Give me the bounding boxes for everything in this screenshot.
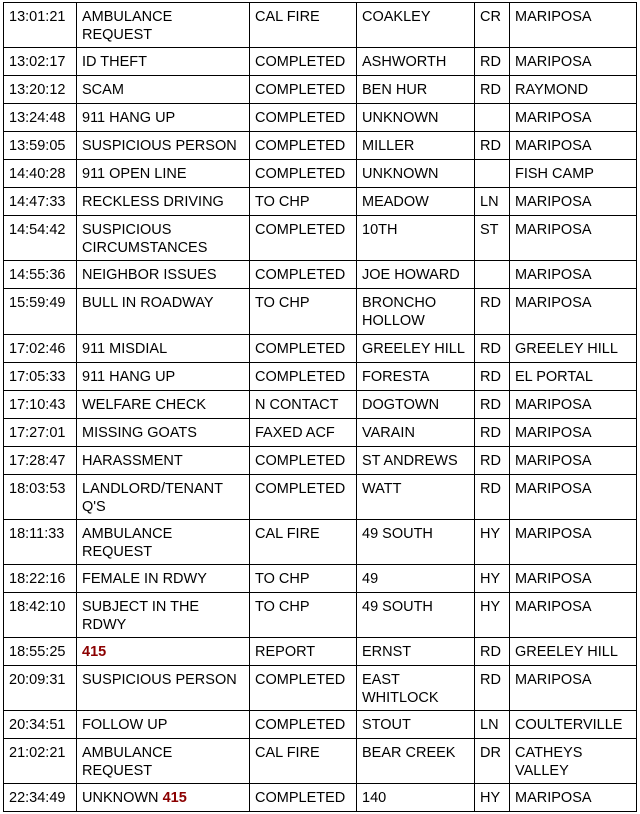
call-type-cell xyxy=(77,784,250,812)
disposition-cell: COMPLETED xyxy=(250,666,357,711)
city-cell: GREELEY HILL xyxy=(510,638,637,666)
call-type-text: AMBULANCE REQUEST xyxy=(82,526,173,560)
call-type-cell xyxy=(77,638,250,666)
call-type-text: MISSING GOATS xyxy=(82,425,197,441)
city-cell: MARIPOSA xyxy=(510,261,637,289)
call-type-cell xyxy=(77,475,250,520)
call-type-cell xyxy=(77,711,250,739)
street-suffix-cell: HY xyxy=(475,593,510,638)
call-type-cell xyxy=(77,289,250,335)
call-type-cell xyxy=(77,104,250,132)
street-suffix-cell xyxy=(475,160,510,188)
table-row xyxy=(4,475,637,520)
call-type-cell xyxy=(77,419,250,447)
call-type-text: HARASSMENT xyxy=(82,453,183,469)
table-row xyxy=(4,104,637,132)
disposition-cell: COMPLETED xyxy=(250,104,357,132)
table-row xyxy=(4,48,637,76)
street-cell: UNKNOWN xyxy=(357,160,475,188)
street-cell: UNKNOWN xyxy=(357,104,475,132)
street-cell: JOE HOWARD xyxy=(357,261,475,289)
time-cell: 14:47:33 xyxy=(4,188,77,216)
disposition-cell: COMPLETED xyxy=(250,48,357,76)
time-cell: 18:42:10 xyxy=(4,593,77,638)
city-cell: MARIPOSA xyxy=(510,593,637,638)
disposition-cell: CAL FIRE xyxy=(250,520,357,565)
street-cell: 140 xyxy=(357,784,475,812)
time-cell: 17:10:43 xyxy=(4,391,77,419)
table-row xyxy=(4,391,637,419)
city-cell: MARIPOSA xyxy=(510,475,637,520)
call-type-cell xyxy=(77,76,250,104)
call-type-cell xyxy=(77,520,250,565)
street-suffix-cell: HY xyxy=(475,520,510,565)
street-suffix-cell: RD xyxy=(475,363,510,391)
street-cell: MILLER xyxy=(357,132,475,160)
table-row xyxy=(4,3,637,48)
street-cell: DOGTOWN xyxy=(357,391,475,419)
call-type-text: LANDLORD/TENANT Q'S xyxy=(82,481,223,515)
table-row xyxy=(4,784,637,812)
call-type-text: 911 MISDIAL xyxy=(82,341,168,357)
time-cell: 13:20:12 xyxy=(4,76,77,104)
time-cell: 17:27:01 xyxy=(4,419,77,447)
time-cell: 17:05:33 xyxy=(4,363,77,391)
time-cell: 18:22:16 xyxy=(4,565,77,593)
city-cell: GREELEY HILL xyxy=(510,335,637,363)
city-cell: MARIPOSA xyxy=(510,520,637,565)
call-log-table xyxy=(3,2,637,812)
street-cell: MEADOW xyxy=(357,188,475,216)
time-cell: 18:11:33 xyxy=(4,520,77,565)
time-cell: 20:34:51 xyxy=(4,711,77,739)
call-type-cell xyxy=(77,739,250,784)
street-suffix-cell: HY xyxy=(475,784,510,812)
city-cell: MARIPOSA xyxy=(510,104,637,132)
call-type-text: BULL IN ROADWAY xyxy=(82,295,214,311)
call-type-text: 911 OPEN LINE xyxy=(82,166,187,182)
street-suffix-cell: RD xyxy=(475,289,510,335)
call-type-text: AMBULANCE REQUEST xyxy=(82,745,173,779)
street-suffix-cell: HY xyxy=(475,565,510,593)
street-suffix-cell: RD xyxy=(475,335,510,363)
disposition-cell: COMPLETED xyxy=(250,216,357,261)
street-cell: EAST WHITLOCK xyxy=(357,666,475,711)
disposition-cell: COMPLETED xyxy=(250,335,357,363)
city-cell: MARIPOSA xyxy=(510,216,637,261)
table-row xyxy=(4,711,637,739)
disposition-cell: N CONTACT xyxy=(250,391,357,419)
street-suffix-cell: ST xyxy=(475,216,510,261)
city-cell: MARIPOSA xyxy=(510,666,637,711)
street-cell: COAKLEY xyxy=(357,3,475,48)
city-cell: MARIPOSA xyxy=(510,3,637,48)
disposition-cell: COMPLETED xyxy=(250,76,357,104)
call-type-text: WELFARE CHECK xyxy=(82,397,207,413)
table-row xyxy=(4,565,637,593)
call-type-text: 911 HANG UP xyxy=(82,369,176,385)
time-cell: 18:55:25 xyxy=(4,638,77,666)
call-type-text: RECKLESS DRIVING xyxy=(82,194,224,210)
city-cell: CATHEYS VALLEY xyxy=(510,739,637,784)
city-cell: EL PORTAL xyxy=(510,363,637,391)
street-suffix-cell: RD xyxy=(475,666,510,711)
table-row xyxy=(4,447,637,475)
time-cell: 14:55:36 xyxy=(4,261,77,289)
street-cell: 10TH xyxy=(357,216,475,261)
street-cell: BEAR CREEK xyxy=(357,739,475,784)
disposition-cell: COMPLETED xyxy=(250,784,357,812)
table-row xyxy=(4,363,637,391)
time-cell: 14:54:42 xyxy=(4,216,77,261)
city-cell: MARIPOSA xyxy=(510,289,637,335)
city-cell: MARIPOSA xyxy=(510,132,637,160)
table-row xyxy=(4,739,637,784)
call-type-text: 911 HANG UP xyxy=(82,110,176,126)
table-row xyxy=(4,638,637,666)
call-type-text: ID THEFT xyxy=(82,54,147,70)
call-type-text: AMBULANCE REQUEST xyxy=(82,9,173,43)
penal-code-415: 415 xyxy=(162,790,187,806)
city-cell: MARIPOSA xyxy=(510,565,637,593)
table-row xyxy=(4,419,637,447)
time-cell: 13:02:17 xyxy=(4,48,77,76)
city-cell: MARIPOSA xyxy=(510,784,637,812)
street-suffix-cell: LN xyxy=(475,188,510,216)
city-cell: COULTERVILLE xyxy=(510,711,637,739)
street-cell: ASHWORTH xyxy=(357,48,475,76)
disposition-cell: FAXED ACF xyxy=(250,419,357,447)
call-type-cell xyxy=(77,666,250,711)
call-type-text: FOLLOW UP xyxy=(82,717,168,733)
disposition-cell: COMPLETED xyxy=(250,711,357,739)
disposition-cell: COMPLETED xyxy=(250,160,357,188)
street-suffix-cell: RD xyxy=(475,475,510,520)
table-row xyxy=(4,160,637,188)
time-cell: 14:40:28 xyxy=(4,160,77,188)
street-suffix-cell: CR xyxy=(475,3,510,48)
call-type-cell xyxy=(77,363,250,391)
city-cell: MARIPOSA xyxy=(510,419,637,447)
table-row xyxy=(4,520,637,565)
street-cell: BEN HUR xyxy=(357,76,475,104)
street-suffix-cell: LN xyxy=(475,711,510,739)
city-cell: RAYMOND xyxy=(510,76,637,104)
disposition-cell: COMPLETED xyxy=(250,475,357,520)
call-type-text: SUSPICIOUS CIRCUMSTANCES xyxy=(82,222,208,256)
call-type-cell xyxy=(77,391,250,419)
call-type-text: SUSPICIOUS PERSON xyxy=(82,672,237,688)
street-suffix-cell: RD xyxy=(475,391,510,419)
street-cell: STOUT xyxy=(357,711,475,739)
table-row xyxy=(4,76,637,104)
city-cell: MARIPOSA xyxy=(510,188,637,216)
time-cell: 13:01:21 xyxy=(4,3,77,48)
call-type-text: NEIGHBOR ISSUES xyxy=(82,267,217,283)
table-row xyxy=(4,335,637,363)
table-row xyxy=(4,132,637,160)
time-cell: 20:09:31 xyxy=(4,666,77,711)
street-cell: 49 SOUTH xyxy=(357,520,475,565)
city-cell: MARIPOSA xyxy=(510,48,637,76)
street-cell: GREELEY HILL xyxy=(357,335,475,363)
time-cell: 13:24:48 xyxy=(4,104,77,132)
city-cell: MARIPOSA xyxy=(510,391,637,419)
street-cell: 49 SOUTH xyxy=(357,593,475,638)
disposition-cell: COMPLETED xyxy=(250,132,357,160)
time-cell: 17:02:46 xyxy=(4,335,77,363)
street-suffix-cell: RD xyxy=(475,638,510,666)
call-type-cell xyxy=(77,335,250,363)
disposition-cell: COMPLETED xyxy=(250,261,357,289)
street-suffix-cell: RD xyxy=(475,76,510,104)
city-cell: FISH CAMP xyxy=(510,160,637,188)
call-type-text: SUSPICIOUS PERSON xyxy=(82,138,237,154)
call-log-body xyxy=(4,3,637,812)
street-suffix-cell: RD xyxy=(475,132,510,160)
time-cell: 13:59:05 xyxy=(4,132,77,160)
street-suffix-cell: RD xyxy=(475,419,510,447)
call-type-text: UNKNOWN xyxy=(82,790,163,806)
call-type-cell xyxy=(77,188,250,216)
disposition-cell: TO CHP xyxy=(250,593,357,638)
street-suffix-cell xyxy=(475,104,510,132)
street-cell: FORESTA xyxy=(357,363,475,391)
disposition-cell: CAL FIRE xyxy=(250,3,357,48)
table-row xyxy=(4,261,637,289)
disposition-cell: CAL FIRE xyxy=(250,739,357,784)
call-type-text: SCAM xyxy=(82,82,124,98)
street-cell: WATT xyxy=(357,475,475,520)
table-row xyxy=(4,593,637,638)
call-type-cell xyxy=(77,132,250,160)
call-type-text: FEMALE IN RDWY xyxy=(82,571,207,587)
time-cell: 21:02:21 xyxy=(4,739,77,784)
disposition-cell: REPORT xyxy=(250,638,357,666)
disposition-cell: COMPLETED xyxy=(250,447,357,475)
street-cell: BRONCHO HOLLOW xyxy=(357,289,475,335)
table-row xyxy=(4,188,637,216)
call-type-text: SUBJECT IN THE RDWY xyxy=(82,599,200,633)
disposition-cell: TO CHP xyxy=(250,188,357,216)
call-type-cell xyxy=(77,216,250,261)
street-suffix-cell: DR xyxy=(475,739,510,784)
call-type-cell xyxy=(77,160,250,188)
time-cell: 17:28:47 xyxy=(4,447,77,475)
street-suffix-cell: RD xyxy=(475,48,510,76)
call-type-cell xyxy=(77,261,250,289)
time-cell: 22:34:49 xyxy=(4,784,77,812)
street-suffix-cell: RD xyxy=(475,447,510,475)
table-row xyxy=(4,289,637,335)
time-cell: 15:59:49 xyxy=(4,289,77,335)
street-cell: VARAIN xyxy=(357,419,475,447)
disposition-cell: TO CHP xyxy=(250,289,357,335)
disposition-cell: COMPLETED xyxy=(250,363,357,391)
street-suffix-cell xyxy=(475,261,510,289)
street-cell: ST ANDREWS xyxy=(357,447,475,475)
city-cell: MARIPOSA xyxy=(510,447,637,475)
disposition-cell: TO CHP xyxy=(250,565,357,593)
call-type-cell xyxy=(77,3,250,48)
penal-code-415: 415 xyxy=(82,644,107,660)
table-row xyxy=(4,216,637,261)
call-type-cell xyxy=(77,447,250,475)
street-cell: ERNST xyxy=(357,638,475,666)
call-type-cell xyxy=(77,48,250,76)
call-type-cell xyxy=(77,593,250,638)
table-row xyxy=(4,666,637,711)
street-cell: 49 xyxy=(357,565,475,593)
time-cell: 18:03:53 xyxy=(4,475,77,520)
call-type-cell xyxy=(77,565,250,593)
